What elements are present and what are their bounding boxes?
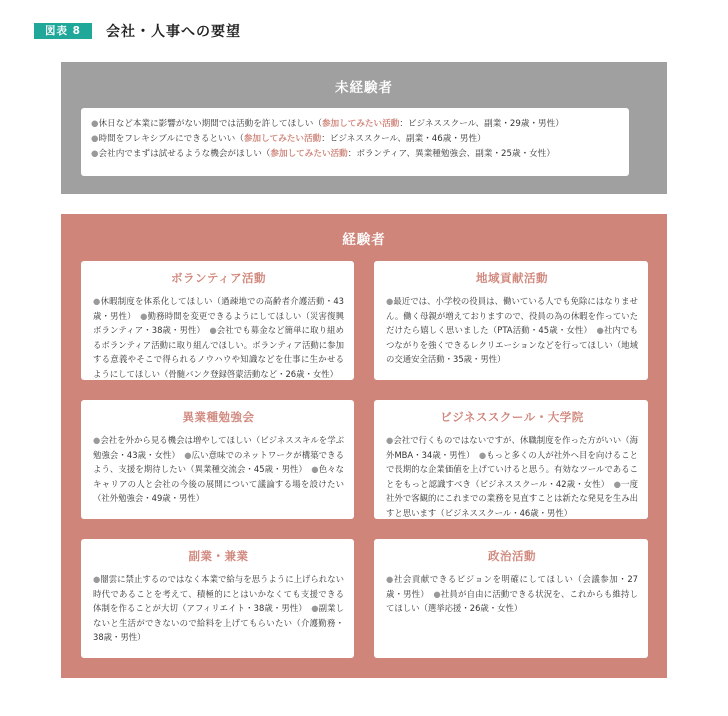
card-title: 副業・兼業 [188,549,249,563]
bullet-icon: ● [386,574,394,584]
figure-badge: 図表 8 [34,23,92,39]
card-side-job [81,539,354,658]
item-text: 休日など本業に影響がない期間では活動を許してほしい（ [98,119,322,129]
bullet-icon: ● [91,119,99,129]
card-body [386,572,638,616]
bullet-icon: ● [93,296,101,306]
bullet-icon: ● [91,134,99,144]
list-item: 闇雲に禁止するのではなく本業で給与を思うように上げられない時代であることを考えて、積極的にとはいかなくても支援できる体制を作ることが大切（アフィリエイト・38歳・男性） [93,574,345,613]
card-title: 地域貢献活動 [476,271,548,285]
item-highlight: 参加してみたい活動 [243,134,322,144]
item-text: ：ビジネススクール、副業・46歳・男性） [321,134,486,144]
list-item: 副業しないと生活ができないので給料を上げてもらいたい（介護勤務・38歳・男性） [93,603,345,642]
bullet-icon: ● [140,310,148,321]
list-item: 会社を外から見る機会は増やしてほしい（ビジネススキルを学ぶ勉強会・43歳・女性） [93,435,344,460]
item-text: ：ボランティア、異業種勉強会、副業・25歳・女性） [347,149,555,159]
card-body [93,433,344,506]
experienced-title: 経験者 [342,232,386,248]
list-item: 社会貢献できるビジョンを明確にしてほしい（会議参加・27歳・男性） [386,574,638,599]
card-title: 政治活動 [488,549,536,563]
bullet-icon: ● [184,449,192,460]
card-title: ビジネススクール・大学院 [440,410,584,424]
card-business-school [374,400,648,519]
card-political [374,539,648,658]
list-item [91,117,619,132]
item-highlight: 参加してみたい活動 [321,119,400,129]
list-item: 社員が自由に活動できる状況を、これからも維持してほしい（選挙応援・26歳・女性） [386,588,639,613]
list-item: 最近では、小学校の役員は、働いている人でも免除にはなりません。働く母親が増えておりますので、役員の為の休暇を作っていただけたら嬉しく思いました（PTA活動・45歳・女性） [386,296,638,335]
list-item: 休暇制度を体系化してほしい（過疎地での高齢者介護活動・43歳・男性） [93,296,345,321]
item-text: ：ビジネススクール、副業・29歳・男性） [399,119,564,129]
item-highlight: 参加してみたい活動 [270,149,348,159]
list-item: 社内でもつながりを強くできるレクリエーションなどを行ってほしい（地域の交通安全活動・35歳・男性） [386,325,638,364]
bullet-icon: ● [93,574,101,584]
bullet-icon: ● [311,464,319,474]
bullet-icon: ● [209,325,217,335]
bullet-icon: ● [386,296,394,306]
card-body [386,433,638,520]
inexperienced-title: 未経験者 [335,80,393,96]
card-body [93,294,344,381]
list-item: もっと多くの人が社外へ目を向けることで長期的な企業価値を上げていけると思う。有効なツールであることをもっと認識すべき（ビジネススクール・42歳・女性） [386,449,639,489]
list-item: 広い意味でのネットワークが構築できるよう、支援を期待したい（異業種交流会・45歳・男性） [93,449,344,474]
bullet-icon: ● [613,478,622,489]
bullet-icon: ● [91,149,99,159]
list-item: 会社でも募金など簡単に取り組めるボランティア活動に取り組んでほしい。ボランティア活動に参加する意義やそこで得られるノウハウや知識などを仕事に生かせるようにしてほしい（骨髄バンク登録啓蒙活動など・26歳・女性） [93,325,345,379]
bullet-icon: ● [433,588,441,599]
list-item: 勤務時間を変更できるようにしてほしい（災害復興ボランティア・38歳・男性） [93,310,345,335]
item-text: 時間をフレキシブルにできるといい（ [98,134,244,144]
bullet-icon: ● [311,603,319,613]
figure-header [34,20,241,42]
bullet-icon: ● [596,325,604,335]
list-item: 一度社外で客観的にこれまでの業務を見直すことは新たな発見を生み出すと思います（ビジネススクール・46歳・男性） [386,478,639,518]
bullet-icon: ● [93,435,101,445]
bullet-icon: ● [478,449,487,460]
card-volunteer [81,261,354,380]
list-item [91,147,619,162]
bullet-icon: ● [386,435,394,445]
inexperienced-panel [61,62,667,194]
card-community [374,261,648,380]
card-body [93,572,344,645]
list-item: 会社で行くものではないですが、休職制度を作った方がいい（海外MBA・34歳・男性） [386,435,638,460]
card-title: 異業種勉強会 [182,410,255,424]
item-text: 会社内でまずは試せるような機会がほしい（ [98,149,271,159]
inexperienced-box [81,108,629,176]
experienced-panel [61,214,667,678]
figure-title: 会社・人事への要望 [106,24,241,40]
card-title: ボランティア活動 [170,271,267,285]
list-item [91,132,619,147]
card-body [386,294,638,367]
list-item: 色々なキャリアの人と会社の今後の展開について議論する場を設けたい（社外勉強会・49歳・男性） [93,464,344,503]
card-cross-industry [81,400,354,519]
